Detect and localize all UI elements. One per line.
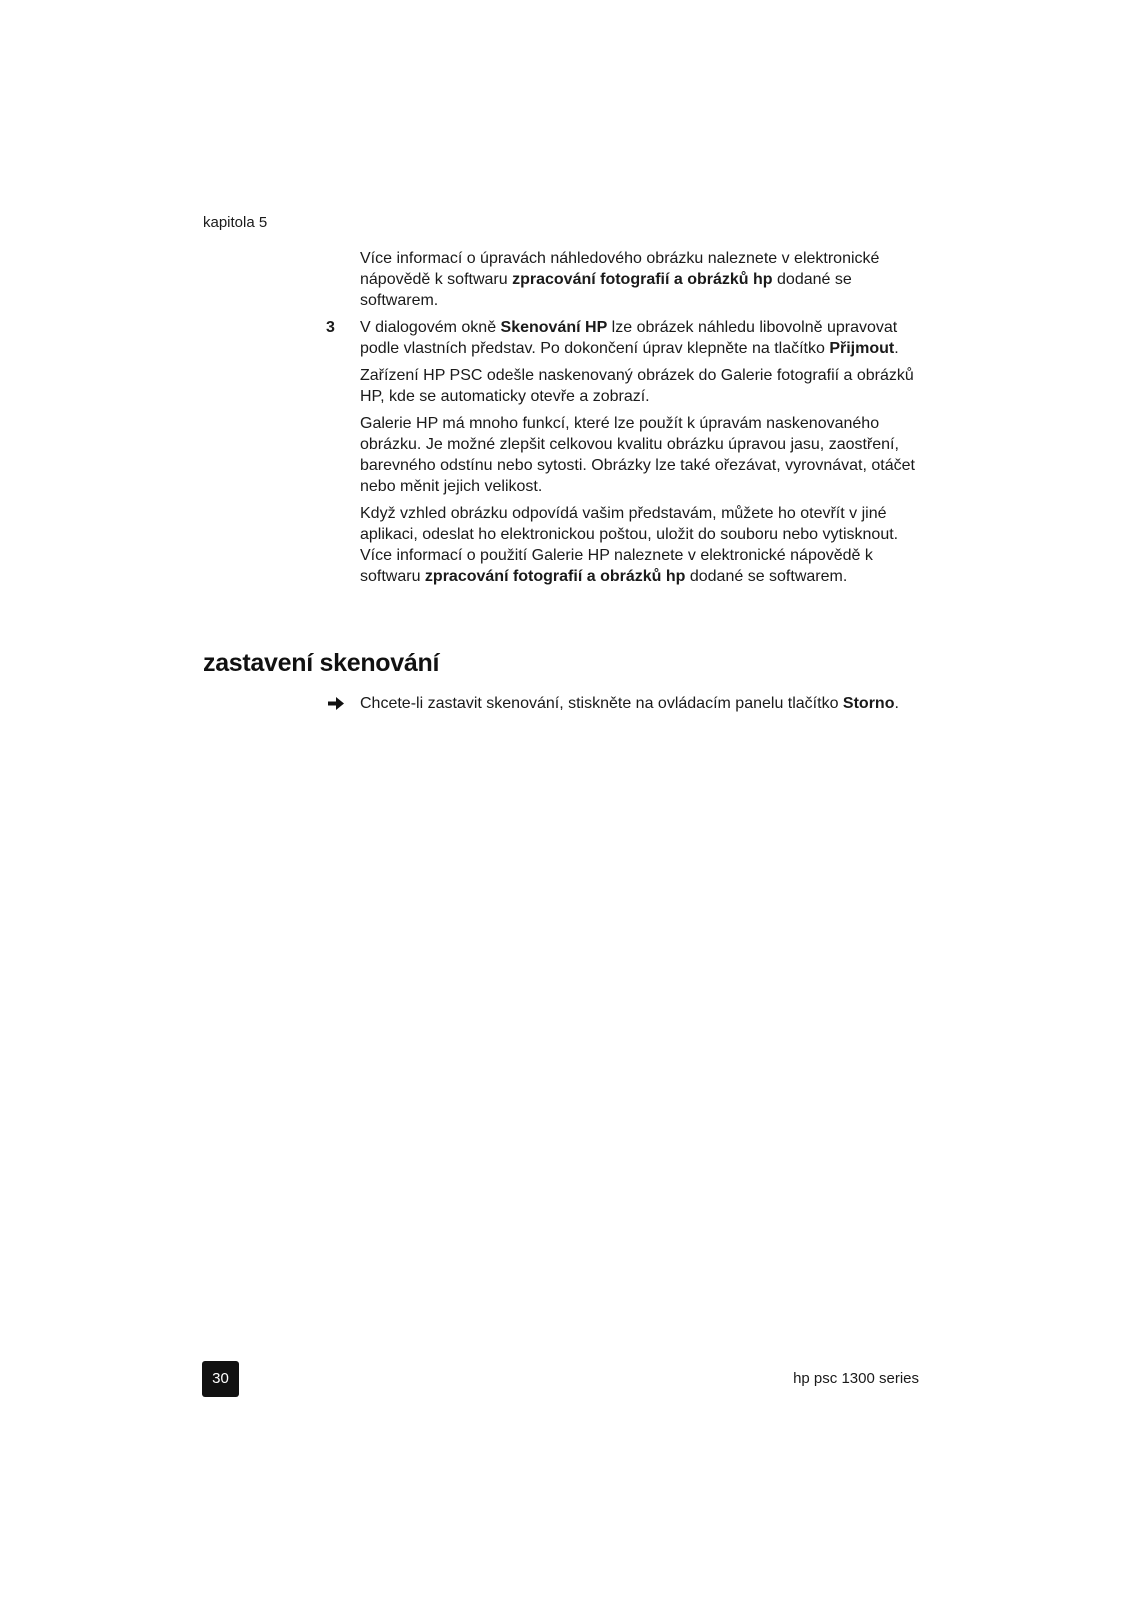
gallery-send-paragraph: Zařízení HP PSC odešle naskenovaný obrázek do Galerie fotografií a obrázků HP, kde se automaticky otevře a zobrazí. [360, 367, 914, 405]
step-3 [326, 317, 920, 587]
bullet-button-name: Storno [842, 695, 895, 712]
step-3-text [360, 317, 920, 359]
bullet-text-after: . [894, 695, 899, 712]
intro-text-after: dodané se softwarem. [360, 271, 852, 309]
page-number: 30 [202, 1361, 239, 1397]
product-name: hp psc 1300 series [793, 1370, 919, 1387]
gallery-features-paragraph: Galerie HP má mnoho funkcí, které lze použít k úpravám naskenovaného obrázku. Je možné zlepšit celkovou kvalitu obrázku úpravou jasu, zaostření, barevného odstínu nebo sytosti. Obrázky lze také ořezávat, vyrovnávat, otáčet nebo měnit jejich velikost. [360, 415, 915, 495]
open-text-after: dodané se softwarem. [685, 568, 848, 585]
step-3-window-name: Skenování HP [500, 319, 608, 336]
step-number: 3 [326, 319, 335, 336]
step-3-text-after: . [894, 340, 899, 357]
section-heading: zastavení skenování [203, 649, 440, 677]
right-arrow-icon [326, 693, 346, 714]
open-text-before: Když vzhled obrázku odpovídá vašim představám, můžete ho otevřít v jiné aplikaci, odeslat ho elektronickou poštou, uložit do souboru nebo vytisknout. Více informací o použití Galerie HP naleznete v elektronické nápovědě k softwaru [360, 505, 899, 585]
step-3-text-before: V dialogovém okně [360, 319, 501, 336]
intro-software-name: zpracování fotografií a obrázků hp [512, 271, 773, 288]
step-3-button-name: Přijmout [829, 340, 895, 357]
bullet-text [360, 693, 899, 714]
chapter-label: kapitola 5 [203, 214, 268, 231]
step-3-text-middle: lze obrázek náhledu libovolně upravovat podle vlastních představ. Po dokončení úprav klepněte na tlačítko [360, 319, 898, 357]
open-software-name: zpracování fotografií a obrázků hp [424, 568, 686, 585]
intro-paragraph [360, 248, 920, 311]
bullet-text-before: Chcete-li zastavit skenování, stiskněte na ovládacím panelu tlačítko [360, 695, 843, 712]
intro-text-before: Více informací o úpravách náhledového obrázku naleznete v elektronické nápovědě k softwaru [360, 250, 880, 288]
open-paragraph [360, 503, 920, 587]
main-body [326, 248, 920, 593]
